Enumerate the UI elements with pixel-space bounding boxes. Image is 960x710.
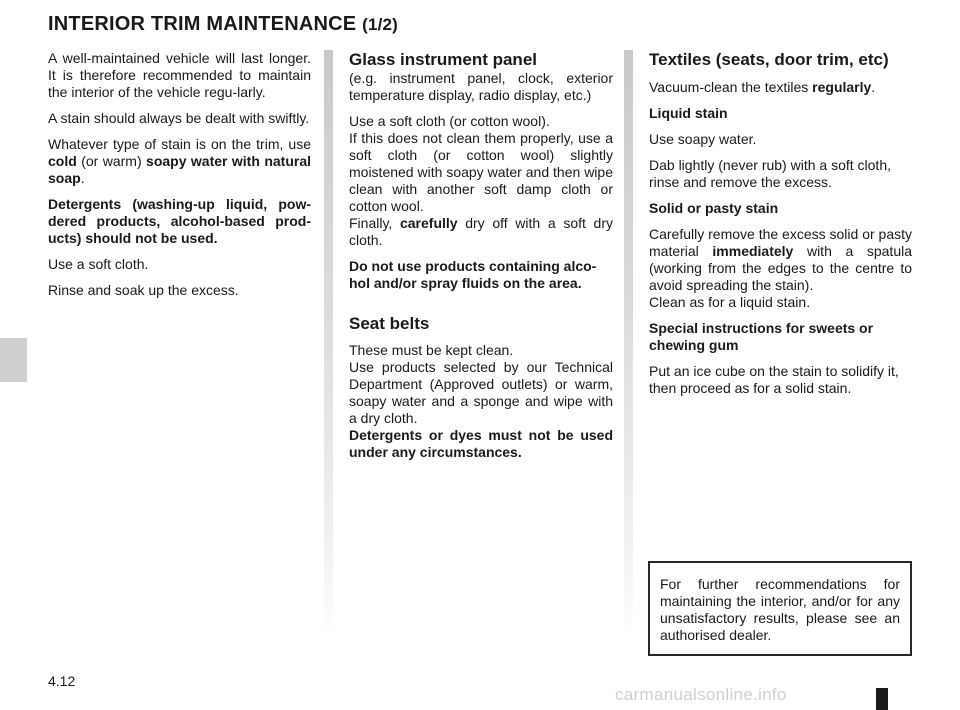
emphasis: Detergents or dyes must not be used under any circumstances. [349, 427, 613, 460]
rinse-paragraph: Rinse and soak up the excess. [48, 282, 239, 298]
liquid-stain-text: Use soapy water. [649, 131, 757, 147]
emphasis: cold [48, 153, 77, 169]
text-run: . [80, 170, 85, 186]
special-instructions-text: Put an ice cube on the stain to solidify it, then proceed as for a solid stain. [649, 363, 899, 396]
text-run: Vacuum-clean the textiles [649, 79, 813, 95]
textiles-column [649, 50, 912, 406]
column-separator [624, 50, 633, 638]
corner-mark [876, 688, 888, 710]
dealer-notice-box: For further recommendations for maintaining the interior, and/or for any unsatisfactory results, please see an authorised dealer. [648, 561, 912, 656]
seat-belts-instructions [349, 342, 613, 461]
stain-paragraph: A stain should always be dealt with swiftly. [48, 110, 310, 126]
intro-paragraph: A well-maintained vehicle will last longer. It is therefore recommended to maintain the interior of the vehicle regu-larly. [48, 50, 311, 100]
liquid-stain-instructions: Dab lightly (never rub) with a soft cloth, rinse and remove the excess. [649, 157, 891, 190]
page-number: 4.12 [48, 673, 76, 689]
emphasis: carefully [399, 215, 458, 231]
solid-stain-instructions [649, 226, 912, 311]
emphasis: Detergents (washing-up liquid, pow-dered products, alcohol-based prod-ucts) should not be used. [48, 196, 311, 246]
text-run: Clean as for a liquid stain. [649, 294, 811, 310]
solid-stain-heading: Solid or pasty stain [649, 200, 779, 216]
text-run: . [871, 79, 876, 95]
emphasis: immediately [712, 243, 794, 259]
emphasis: soapy water with natural soap [48, 153, 311, 186]
text-run: Carefully remove the excess solid or pasty material [649, 226, 912, 259]
textiles-heading: Textiles (seats, door trim, etc) [649, 50, 889, 69]
chapter-tab [0, 338, 27, 382]
text-run: (or warm) [76, 153, 147, 169]
text-run: Use a soft cloth (or cotton wool). [349, 113, 550, 129]
detergent-warning [48, 196, 311, 247]
special-instructions-heading: Special instructions for sweets or chewing gum [649, 320, 874, 353]
page-title [48, 13, 398, 36]
page-part: (1/2) [362, 15, 399, 34]
glass-warning [349, 258, 613, 292]
text-run: Use products selected by our Technical Department (Approved outlets) or warm, soapy water and a sponge and wipe with a dry cloth. [349, 359, 613, 426]
text-run: These must be kept clean. [349, 342, 514, 358]
soap-paragraph [48, 136, 311, 187]
cloth-paragraph: Use a soft cloth. [48, 256, 149, 272]
glass-heading: Glass instrument panel [349, 50, 537, 69]
text-run: If this does not clean them properly, use a soft cloth (or cotton wool) slightly moistened with soapy water and then wipe clean with another soft damp cloth or cotton wool. [349, 130, 613, 214]
emphasis: regularly [812, 79, 872, 95]
liquid-stain-heading: Liquid stain [649, 105, 728, 121]
watermark: carmanualsonline.info [615, 685, 787, 704]
glass-instructions [349, 113, 613, 249]
intro-column [48, 50, 311, 308]
column-separator [324, 50, 333, 638]
seat-belts-heading: Seat belts [349, 314, 430, 333]
text-run: Finally, [349, 215, 400, 231]
vacuum-paragraph [649, 79, 912, 96]
page-title-text: INTERIOR TRIM MAINTENANCE [48, 13, 357, 35]
text-run: dry off with a soft dry cloth. [349, 215, 613, 248]
emphasis: Do not use products containing alco-hol and/or spray fluids on the area. [349, 258, 597, 291]
glass-subheading: (e.g. instrument panel, clock, exterior temperature display, radio display, etc.) [349, 70, 613, 103]
text-run: with a spatula (working from the edges to the centre to avoid spreading the stain). [649, 243, 912, 293]
glass-belts-column [349, 50, 613, 470]
text-run: Whatever type of stain is on the trim, use [48, 136, 311, 152]
